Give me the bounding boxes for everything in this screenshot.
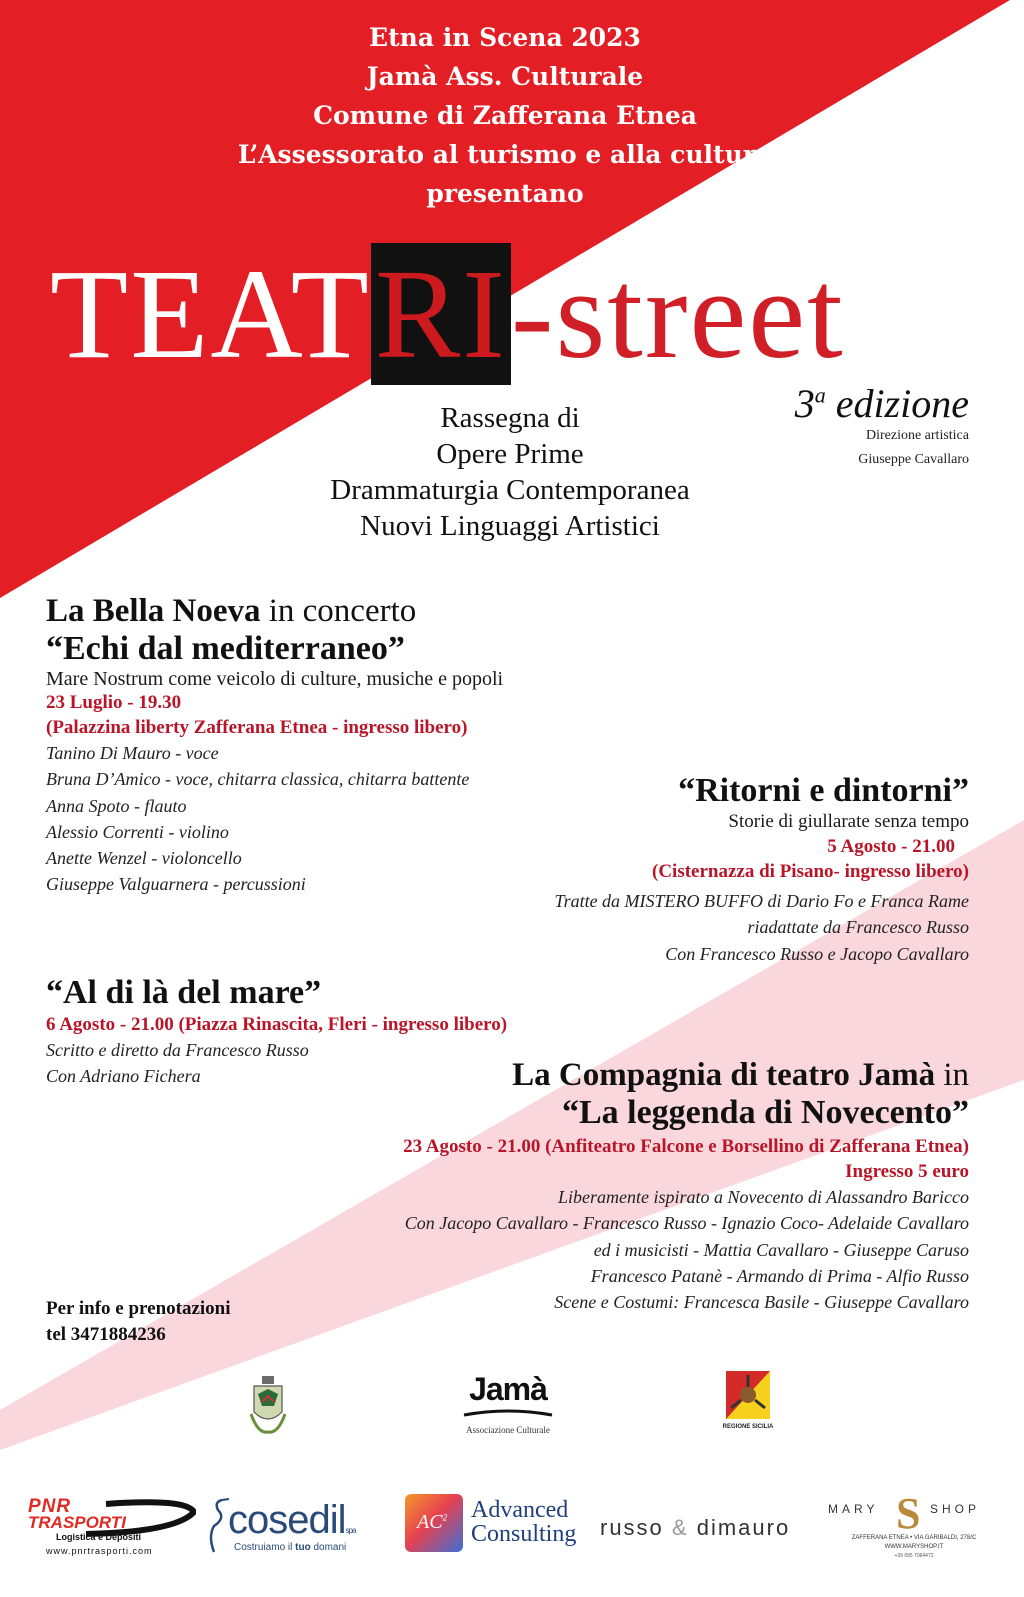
jama-logo-name: Jamà (469, 1371, 547, 1407)
presenter-line: Etna in Scena 2023 (369, 23, 641, 52)
dimauro-name: dimauro (696, 1515, 791, 1540)
title-part-street: -street (510, 243, 845, 385)
event-ritorni (369, 772, 969, 967)
credit-line: Scritto e diretto da Francesco Russo (46, 1040, 309, 1060)
cast-line: Alessio Correnti - violino (46, 821, 229, 842)
info-phone: tel 3471884236 (46, 1324, 166, 1345)
subtitle-line: Nuovi Linguaggi Artistici (360, 510, 660, 542)
event-venue: (Palazzina liberty Zafferana Etnea - ingresso libero) (46, 717, 468, 738)
event-title: “Echi dal mediterraneo” (46, 630, 405, 667)
event-description: Mare Nostrum come veicolo di culture, musiche e popoli (46, 668, 504, 690)
info-block (46, 1296, 231, 1348)
maryshop-phone: +39 095 7064472 (894, 1553, 934, 1559)
maryshop-left: MARY (828, 1502, 879, 1516)
maryshop-logo (826, 1489, 1002, 1564)
presenter-line: Comune di Zafferana Etnea (313, 101, 697, 130)
subtitle-line: Drammaturgia Contemporanea (330, 474, 690, 506)
advanced-consulting-logo (405, 1494, 585, 1556)
credit-line: Liberamente ispirato a Novecento di Alassandro Baricco (558, 1187, 969, 1207)
event-title: “Ritorni e dintorni” (678, 772, 969, 809)
presenter-line: Jamà Ass. Culturale (366, 62, 644, 91)
pnr-url: www.pnrtrasporti.com (46, 1546, 153, 1556)
event-venue: (Cisternazza di Pisano- ingresso libero) (652, 861, 969, 882)
cast-line: Anette Wenzel - violoncello (46, 848, 242, 869)
cosedil-logo (204, 1496, 394, 1560)
cast-line: Anna Spoto - flauto (46, 795, 187, 816)
event-date-venue: 6 Agosto - 21.00 (Piazza Rinascita, Fleri - ingresso libero) (46, 1014, 508, 1035)
info-label: Per info e prenotazioni (46, 1298, 231, 1319)
event-title: “La leggenda di Novecento” (561, 1094, 969, 1131)
artistic-direction (749, 424, 969, 472)
cast-line: Giuseppe Valguarnera - percussioni (46, 874, 306, 895)
comune-zafferana-crest-icon (248, 1374, 288, 1440)
maryshop-url: WWW.MARYSHOP.IT (884, 1544, 944, 1550)
cosedil-name: cosedilspa (228, 1498, 356, 1542)
edition-word: edizione (835, 381, 969, 426)
event-novecento (269, 1056, 969, 1315)
presenters-block (0, 18, 1010, 213)
maryshop-right: SHOP (930, 1502, 981, 1516)
festival-subtitle (280, 400, 740, 544)
russo-amp: & (671, 1515, 689, 1540)
pnr-line2: TRASPORTI (28, 1513, 126, 1532)
jama-wave-icon (462, 1409, 554, 1419)
event-date: 23 Luglio - 19.30 (46, 692, 182, 713)
cast-line: Tanino Di Mauro - voce (46, 743, 219, 763)
director-name: Giuseppe Cavallaro (858, 452, 969, 467)
regione-sicilia-logo (720, 1370, 776, 1436)
festival-title (50, 243, 845, 385)
event-performer: La Bella Noeva in concerto (46, 593, 417, 629)
credit-line: Scene e Costumi: Francesca Basile - Giuseppe Cavallaro (554, 1292, 969, 1313)
title-part-ri: RI (371, 243, 511, 385)
edition-number: 3 (794, 381, 815, 426)
subtitle-line: Rassegna di (440, 402, 580, 434)
edition-suffix: a (814, 382, 826, 408)
jama-association-logo (458, 1372, 558, 1436)
event-credits (369, 888, 969, 967)
event-price: Ingresso 5 euro (845, 1161, 969, 1182)
credit-line: Francesco Patanè - Armando di Prima - Alfio Russo (590, 1265, 969, 1286)
pnr-tag: Logistica e Depositi (56, 1532, 142, 1542)
advanced-line2: Consulting (471, 1521, 577, 1547)
presenter-line: L’Assessorato al turismo e alla cultura (237, 140, 773, 169)
credit-line: riadattate da Francesco Russo (747, 917, 969, 938)
credit-line: Con Francesco Russo e Jacopo Cavallaro (665, 943, 969, 964)
cast-line: Bruna D’Amico - voce, chitarra classica, chitarra battente (46, 769, 470, 790)
presenter-line: presentano (426, 179, 584, 208)
edition-label (795, 380, 969, 427)
maryshop-mark: S (896, 1489, 921, 1538)
maryshop-address: ZAFFERANA ETNEA • VIA GARIBALDI, 278/C (851, 1535, 977, 1541)
trinacria-icon (725, 1370, 771, 1420)
ac-badge-icon (405, 1494, 463, 1552)
ac-badge-text: $AC^2$ (417, 1511, 448, 1533)
heron-icon (204, 1496, 230, 1556)
jama-logo-sub: Associazione Culturale (466, 1425, 550, 1435)
event-date: 5 Agosto - 21.00 (827, 836, 955, 857)
credit-line: Tratte da MISTERO BUFFO di Dario Fo e Franca Rame (554, 891, 969, 911)
credit-line: ed i musicisti - Mattia Cavallaro - Giuseppe Caruso (593, 1239, 969, 1260)
event-performer: La Compagnia di teatro Jamà in (512, 1057, 969, 1093)
event-title: “Al di là del mare” (46, 974, 322, 1011)
title-part-teat: TEAT (50, 243, 371, 385)
credit-line: Con Adriano Fichera (46, 1066, 201, 1087)
pnr-line1: PNR (28, 1496, 72, 1517)
event-description: Storie di giullarate senza tempo (728, 811, 969, 832)
subtitle-line: Opere Prime (436, 438, 584, 470)
russo-dimauro-logo (600, 1515, 800, 1545)
region-label: REGIONE SICILIA (722, 1424, 774, 1430)
event-credits (269, 1184, 969, 1315)
cosedil-tagline: Costruiamo il tuo domani (234, 1542, 347, 1553)
direction-label: Direzione artistica (865, 428, 969, 443)
pnr-trasporti-logo (26, 1498, 196, 1560)
advanced-line1: Advanced (471, 1497, 569, 1523)
credit-line: Con Jacopo Cavallaro - Francesco Russo - Ignazio Coco- Adelaide Cavallaro (404, 1213, 969, 1234)
russo-name: russo (600, 1515, 664, 1540)
event-date-venue: 23 Agosto - 21.00 (Anfiteatro Falcone e Borsellino di Zafferana Etnea) (403, 1136, 969, 1157)
